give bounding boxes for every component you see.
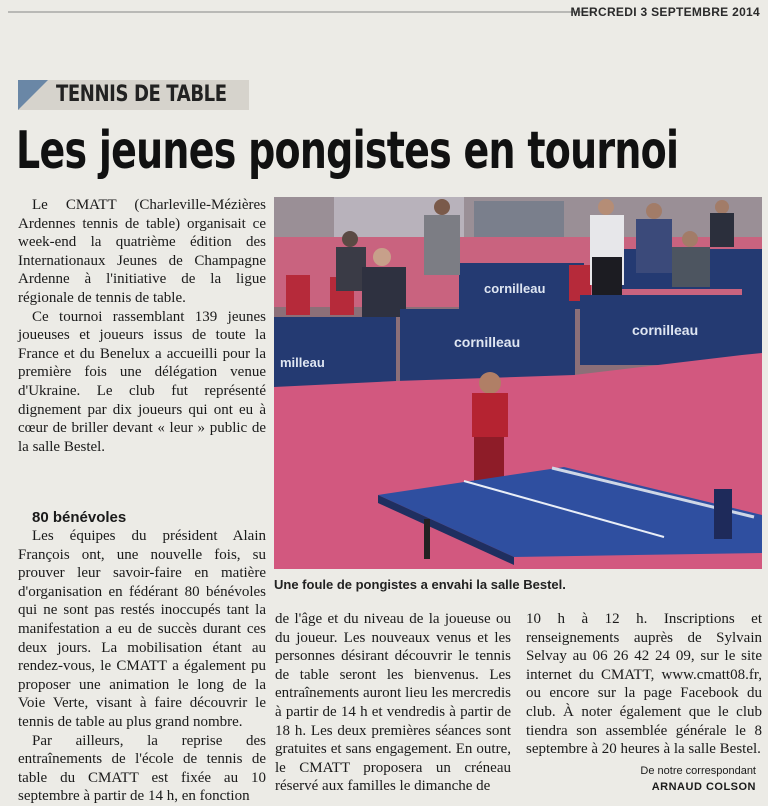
article-column-1-top [18, 196, 266, 456]
paragraph-volunteers: Les équipes du président Alain François ont, une nouvelle fois, su prouver leur savoir-faire en matière d'organisation en fédérant 80 bénévoles qui ne sont pas restés inoccupés tant la manifestation a eu de succès durant ces deux jours. La mobilisation étant au rendez-vous, le CMATT a également pu proposer une animation le long de la Voie Verte, visant à faire découvrir le tennis de table au plus grand nombre. [18, 528, 266, 730]
paragraph-contact: 10 h à 12 h. Inscriptions et renseignements auprès de Sylvain Selvay au 06 26 42 24 09, sur le site internet du CMATT, www.cmatt08.fr, ou encore sur la page Facebook du club. À noter également que le club tiendra son assemblée générale le 8 septembre à 20 heures à la salle Bestel. [526, 611, 762, 758]
banner-text-right: cornilleau [632, 322, 699, 338]
subheading: 80 bénévoles [32, 509, 127, 526]
svg-text:milleau: milleau [280, 355, 325, 370]
paragraph-school: Par ailleurs, la reprise des entraînements de l'école de tennis de table du CMATT est fixée au 10 septembre à partir de 14 h, en fonction [18, 732, 266, 805]
banner-text-back: cornilleau [484, 281, 546, 296]
article-column-2 [275, 610, 511, 796]
banner-text-mid: cornilleau [454, 334, 521, 350]
photo-illustration [274, 197, 762, 569]
byline-name: ARNAUD COLSON [651, 781, 756, 793]
article-photo [274, 197, 762, 569]
paragraph-tournament: Ce tournoi rassemblant 139 jeunes joueuses et joueurs issus de toute la France et du Benelux a accueilli pour la première fois une délégation venue d'Ukraine. Le club fut représenté dignement par dix joueurs qui ont eu à cœur de briller devant « leur » public de la salle Bestel. [18, 308, 266, 455]
kicker-label: TENNIS DE TABLE [56, 82, 227, 107]
headline: Les jeunes pongistes en tournoi [16, 121, 679, 181]
paragraph-intro: Le CMATT (Charleville-Mézières Ardennes tennis de table) organisait ce week-end la quatrième édition des Internationaux Jeunes de Champagne Ardenne à l'initiative de la ligue régionale de tennis de table. [18, 197, 266, 306]
section-kicker [18, 80, 249, 110]
issue-date: MERCREDI 3 SEPTEMBRE 2014 [570, 5, 760, 19]
article-column-3 [526, 610, 762, 759]
kicker-triangle-icon [18, 80, 48, 110]
byline-label: De notre correspondant [640, 765, 756, 777]
article-column-1-bottom [18, 508, 266, 806]
paragraph-training: de l'âge et du niveau de la joueuse ou du joueur. Les nouveaux venus et les personnes désirant découvrir le tennis de table seront les bienvenus. Les entraînements auront lieu les mercredis à partir de 14 h et vendredis à partir de 18 h. Les deux premières séances sont gratuites et sans engagement. En outre, le CMATT proposera un créneau réservé aux familles le dimanche de [275, 611, 511, 795]
header-rule [8, 11, 593, 13]
photo-caption: Une foule de pongistes a envahi la salle Bestel. [274, 577, 566, 592]
page-header [0, 0, 768, 24]
